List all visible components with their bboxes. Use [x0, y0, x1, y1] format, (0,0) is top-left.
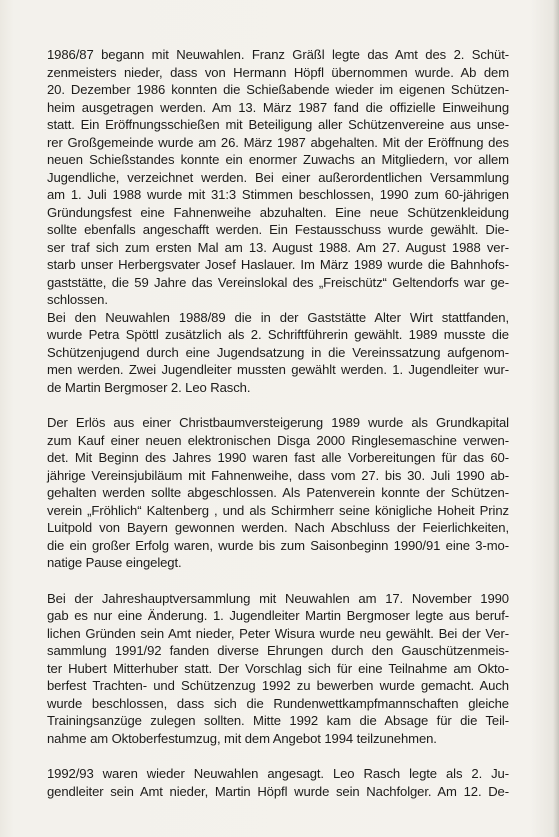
text-line: statt. Ein Eröffnungsschießen mit Beteiligung aller Schützenvereine aus unse- [47, 117, 509, 132]
paragraph-4 [47, 590, 509, 748]
text-line: nahme am Oktoberfestumzug, mit dem Angebot 1994 teilzunehmen. [47, 730, 437, 746]
text-line: gendleiter sein Amt nieder, Martin Höpfl wurde sein Nachfolger. Am 12. De- [47, 783, 509, 799]
text-line: schlossen. [47, 292, 108, 307]
text-line: Jugendliche, verzeichnet werden. Bei einer außerordentlichen Versammlung [47, 169, 509, 185]
text-line: det. Mit Beginn des Jahres 1990 waren fast alle Vorbereitungen für das 60- [47, 450, 509, 465]
paragraph-2 [47, 309, 509, 397]
text-line: 1986/87 begann mit Neuwahlen. Franz Gräßl legte das Amt des 2. Schüt- [47, 47, 509, 62]
text-line: zum Kauf einer neuen elektronischen Disga 2000 Ringlesemaschine verwen- [47, 432, 509, 448]
text-line: gab es nur eine Änderung. 1. Jugendleiter Martin Bergmoser legte aus beruf- [47, 608, 509, 623]
text-line: Gründungsfest eine Fahnenweihe abzuhalten. Eine neue Schützenkleidung [47, 204, 509, 220]
paragraph-spacer [47, 572, 509, 590]
paragraph-1 [47, 46, 509, 309]
text-line: sollte ebenfalls angeschafft werden. Ein Festausschuss wurde gewählt. Die- [47, 222, 509, 237]
text-line: verein „Fröhlich“ Kaltenberg , und als Schirmherr seine königliche Hoheit Prinz [47, 502, 509, 518]
text-line: natige Pause eingelegt. [47, 555, 182, 570]
paragraph-spacer [47, 396, 509, 414]
paragraph-spacer [47, 747, 509, 765]
text-line: gaststätte, die 59 Jahre das Vereinslokal des „Freischütz“ Geltendorfs war ge- [47, 274, 509, 290]
text-line: wurde beschlossen, dass sich die Rundenwettkampfmannschaften gleiche [47, 695, 509, 711]
text-line: Bei der Jahreshauptversammlung mit Neuwahlen am 17. November 1990 [47, 590, 509, 606]
paragraph-5 [47, 765, 509, 800]
text-line: die ein großer Erfolg waren, wurde bis zum Saisonbeginn 1990/91 eine 3-mo- [47, 537, 509, 553]
page-body [47, 46, 509, 800]
text-line: rer Großgemeinde wurde am 26. März 1987 abgehalten. Mit der Eröffnung des [47, 134, 509, 150]
text-line: Bei den Neuwahlen 1988/89 die in der Gaststätte Alter Wirt stattfanden, [47, 309, 509, 325]
text-line: am 1. Juli 1988 wurde mit 31:3 Stimmen beschlossen, 1990 zum 60-jährigen [47, 187, 509, 202]
text-line: heim ausgetragen werden. Am 13. März 1987 fand die offizielle Einweihung [47, 99, 509, 115]
text-line: Schützenjugend durch eine Jugendsatzung in die Vereinssatzung aufgenom- [47, 344, 509, 360]
text-line: jährige Vereinsjubiläum mit Fahnenweihe, dass vom 27. bis 30. Juli 1990 ab- [47, 467, 509, 483]
paragraph-3 [47, 414, 509, 572]
text-line: starb unser Herbergsvater Josef Haslauer. Im März 1989 wurde die Bahnhofs- [47, 257, 509, 272]
text-line: Der Erlös aus einer Christbaumversteigerung 1989 wurde als Grundkapital [47, 415, 509, 430]
text-line: 1992/93 waren wieder Neuwahlen angesagt. Leo Rasch legte als 2. Ju- [47, 766, 509, 781]
text-line: wurde Petra Spöttl zusätzlich als 2. Schriftführerin gewählt. 1989 musste die [47, 327, 509, 342]
text-line: Luitpold von Bayern gewonnen werden. Nach Abschluss der Feierlichkeiten, [47, 520, 509, 535]
text-line: sammlung 1991/92 fanden diverse Ehrungen durch den Gauschützenmeis- [47, 643, 509, 658]
text-line: berfest Trachten- und Schützenzug 1992 zu bewerben wurde gemacht. Auch [47, 678, 509, 693]
text-line: gehalten werden sollte abgeschlossen. Als Patenverein konnte der Schützen- [47, 485, 509, 500]
text-line: de Martin Bergmoser 2. Leo Rasch. [47, 379, 251, 395]
page-edge-shadow [553, 0, 559, 837]
text-line: ser traf sich zum ersten Mal am 13. August 1988. Am 27. August 1988 ver- [47, 239, 509, 255]
text-line: 20. Dezember 1986 konnten die Schießabende wieder im eigenen Schützen- [47, 82, 509, 97]
text-line: ter Hubert Mitterhuber statt. Der Vorschlag sich für eine Teilnahme am Okto- [47, 660, 509, 676]
text-line: Trainingsanzüge zulegen sollten. Mitte 1992 kam die Absage für die Teil- [47, 713, 509, 728]
text-line: neuen Schießstandes konnte ein enormer Zuwachs an Mitgliedern, vor allem [47, 152, 509, 167]
text-line: lichen Gründen sein Amt nieder, Peter Wisura wurde neu gewählt. Bei der Ver- [47, 625, 509, 641]
text-line: men werden. Zwei Jugendleiter mussten gewählt werden. 1. Jugendleiter wur- [47, 362, 509, 377]
text-line: zenmeisters nieder, dass von Hermann Höpfl übernommen wurde. Ab dem [47, 64, 509, 80]
